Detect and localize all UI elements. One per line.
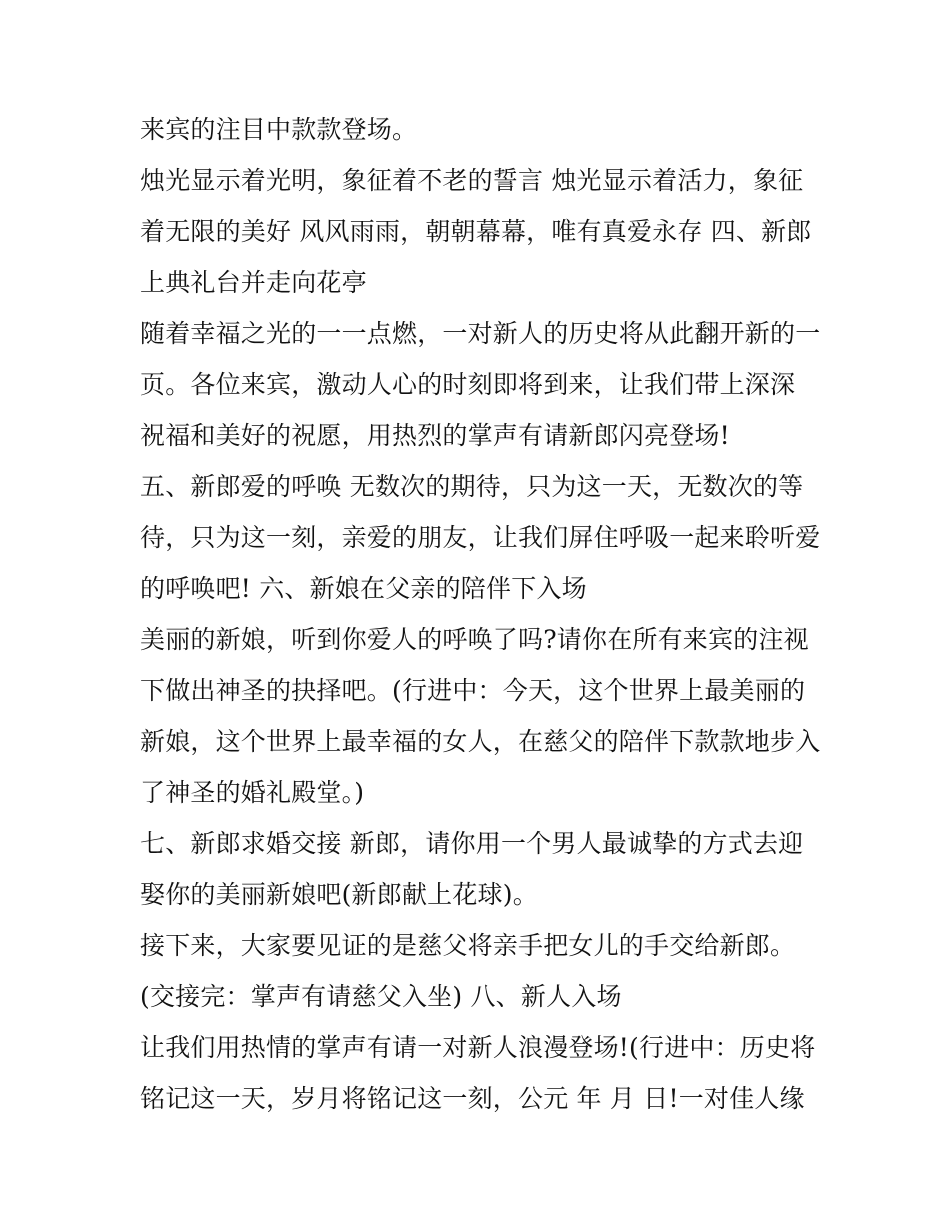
text-line: 待，只为这一刻，亲爱的朋友，让我们屏住呼吸一起来聆听爱 [140,523,821,552]
text-line: 来宾的注目中款款登场。 [140,115,418,144]
text-line: 烛光显示着光明，象征着不老的誓言 烛光显示着活力，象征 [140,166,804,195]
text-line: 娶你的美丽新娘吧(新郎献上花球)。 [140,880,538,909]
text-line: 上典礼台并走向花亭 [140,268,367,297]
text-line: 让我们用热情的掌声有请一对新人浪漫登场!(行进中：历史将 [140,1033,816,1062]
text-line: 随着幸福之光的一一点燃，一对新人的历史将从此翻开新的一 [140,319,821,348]
text-line: 铭记这一天，岁月将铭记这一刻，公元 年 月 日!一对佳人缘 [140,1084,805,1113]
text-line: 页。各位来宾，激动人心的时刻即将到来，让我们带上深深 [140,370,796,399]
text-line: 下做出神圣的抉择吧。(行进中：今天，这个世界上最美丽的 [140,676,806,705]
text-line: 接下来，大家要见证的是慈父将亲手把女儿的手交给新郎。 [140,931,796,960]
text-line: 五、新郎爱的呼唤 无数次的期待，只为这一天，无数次的等 [140,472,804,501]
text-line: 的呼唤吧! 六、新娘在父亲的陪伴下入场 [140,574,587,603]
document-body [140,104,820,1124]
text-line: 新娘，这个世界上最幸福的女人，在慈父的陪伴下款款地步入 [140,727,821,756]
text-line: (交接完：掌声有请慈父入坐) 八、新人入场 [140,982,622,1011]
text-line: 着无限的美好 风风雨雨，朝朝幕幕，唯有真爱永存 四、新郎 [140,217,812,246]
text-line: 祝福和美好的祝愿，用热烈的掌声有请新郎闪亮登场! [140,421,730,450]
text-line: 了神圣的婚礼殿堂。) [140,778,365,807]
text-line: 七、新郎求婚交接 新郎，请你用一个男人最诚挚的方式去迎 [140,829,804,858]
text-line: 美丽的新娘，听到你爱人的呼唤了吗?请你在所有来宾的注视 [140,625,809,654]
